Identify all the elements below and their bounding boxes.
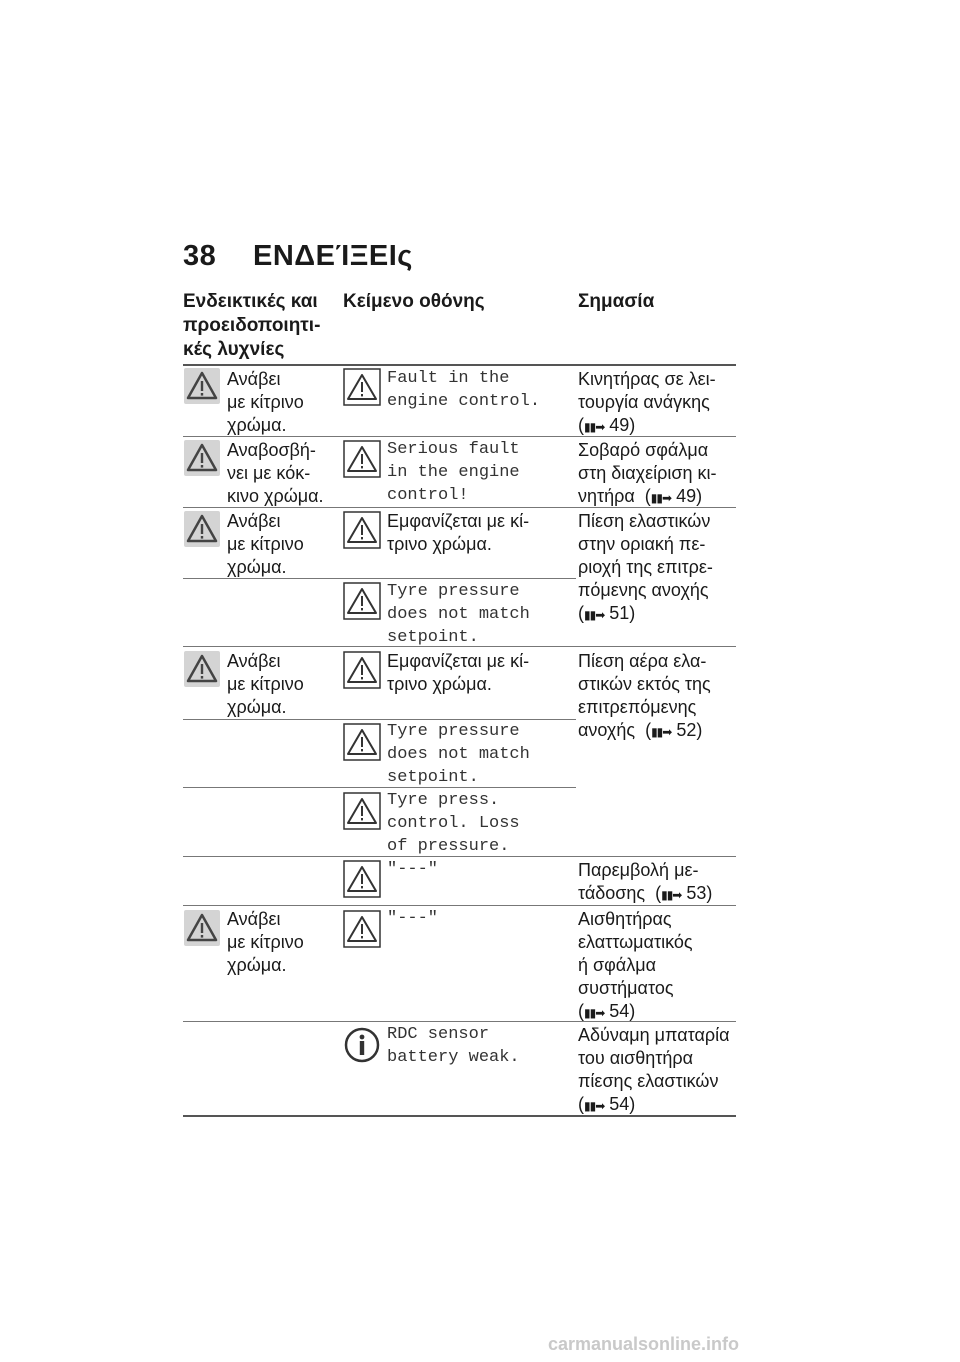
display-description: Εμφανίζεται με κί- τρινο χρώμα. [387, 651, 530, 694]
page-reference-arrow-icon: ▮▮➡ [661, 888, 682, 902]
lamp-description: Ανάβει με κίτρινο χρώμα. [227, 511, 304, 577]
page-reference-arrow-icon: ▮▮➡ [584, 420, 605, 434]
meaning-text: Κινητήρας σε λει- τουργία ανάγκης (▮▮➡ 49) [578, 369, 716, 435]
page-reference: 49) [609, 415, 636, 435]
warning-lamp-icon [184, 440, 220, 476]
meaning-text: Πίεση ελαστικών στην οριακή πε- ριοχή της επιτρε- πόμενης ανοχής (▮▮➡ 51) [578, 511, 713, 623]
page-reference: 49) [676, 486, 703, 506]
lamp-description: Ανάβει με κίτρινο χρώμα. [227, 909, 304, 975]
page-title: ΕΝΔΕΊΞΕΙς [253, 240, 413, 272]
warning-lamp-icon [184, 910, 220, 946]
page-reference: 54) [609, 1094, 636, 1114]
display-text: Serious fault in the engine control! [387, 440, 520, 505]
display-text: Tyre pressure does not match setpoint. [387, 722, 530, 787]
warning-triangle-icon [343, 368, 381, 406]
warning-triangle-icon [343, 792, 381, 830]
warning-triangle-icon [343, 582, 381, 620]
warning-triangle-icon [343, 651, 381, 689]
page-number: 38 [183, 240, 217, 272]
display-description: Εμφανίζεται με κί- τρινο χρώμα. [387, 511, 530, 554]
column-heading-lamps [183, 290, 320, 362]
page-reference-arrow-icon: ▮▮➡ [651, 725, 672, 739]
warning-lamp-icon [184, 651, 220, 687]
page-reference-arrow-icon: ▮▮➡ [650, 491, 672, 505]
watermark: carmanualsonline.info [548, 1334, 740, 1354]
meaning-text: Πίεση αέρα ελα- στικών εκτός της επιτρεπόμενης ανοχής (▮▮➡ 52) [578, 651, 711, 740]
meaning-text: Παρεμβολή με- τάδοσης (▮▮➡ 53) [578, 860, 713, 903]
warning-triangle-icon [343, 440, 381, 478]
page-reference: 51) [609, 603, 636, 623]
page-reference: 53) [686, 883, 713, 903]
page-header [183, 240, 413, 273]
warning-triangle-icon [343, 511, 381, 549]
page-reference-arrow-icon: ▮▮➡ [584, 608, 605, 622]
lamp-description: Ανάβει με κίτρινο χρώμα. [227, 651, 304, 717]
warning-triangle-icon [343, 910, 381, 948]
warning-lamp-icon [184, 511, 220, 547]
column-heading-meaning: Σημασία [578, 291, 655, 312]
display-text: "---" [387, 860, 439, 879]
warning-lamp-icon [184, 368, 220, 404]
page-reference: 54) [609, 1001, 636, 1021]
table-header-rule [183, 364, 736, 366]
display-text: "---" [387, 909, 439, 928]
info-icon [343, 1026, 381, 1064]
lamp-description: Αναβοσβή- νει με κόκ- κινο χρώμα. [227, 440, 324, 506]
meaning-text: Σοβαρό σφάλμα στη διαχείριση κι- νητήρα (▮▮➡ 49) [578, 440, 717, 506]
page-reference-arrow-icon: ▮▮➡ [584, 1099, 605, 1113]
meaning-text: Αισθητήρας ελαττωματικός ή σφάλμα συστήματος (▮▮➡ 54) [578, 909, 693, 1021]
display-text: Fault in the engine control. [387, 369, 541, 411]
column-heading-lamps-line: προειδοποιητι- [183, 315, 321, 336]
display-text: RDC sensor battery weak. [387, 1025, 520, 1067]
column-heading-display: Κείμενο οθόνης [343, 291, 485, 312]
warning-triangle-icon [343, 723, 381, 761]
warning-triangle-icon [343, 860, 381, 898]
page-reference-arrow-icon: ▮▮➡ [584, 1006, 605, 1020]
meaning-text: Αδύναμη μπαταρία του αισθητήρα πίεσης ελαστικών (▮▮➡ 54) [578, 1025, 730, 1114]
page-reference: 52) [676, 720, 703, 740]
lamp-description: Ανάβει με κίτρινο χρώμα. [227, 369, 304, 435]
column-heading-lamps-line: Ενδεικτικές και [183, 291, 318, 312]
column-heading-lamps-line: κές λυχνίες [183, 339, 285, 360]
display-text: Tyre press. control. Loss of pressure. [387, 791, 520, 856]
display-text: Tyre pressure does not match setpoint. [387, 582, 530, 647]
